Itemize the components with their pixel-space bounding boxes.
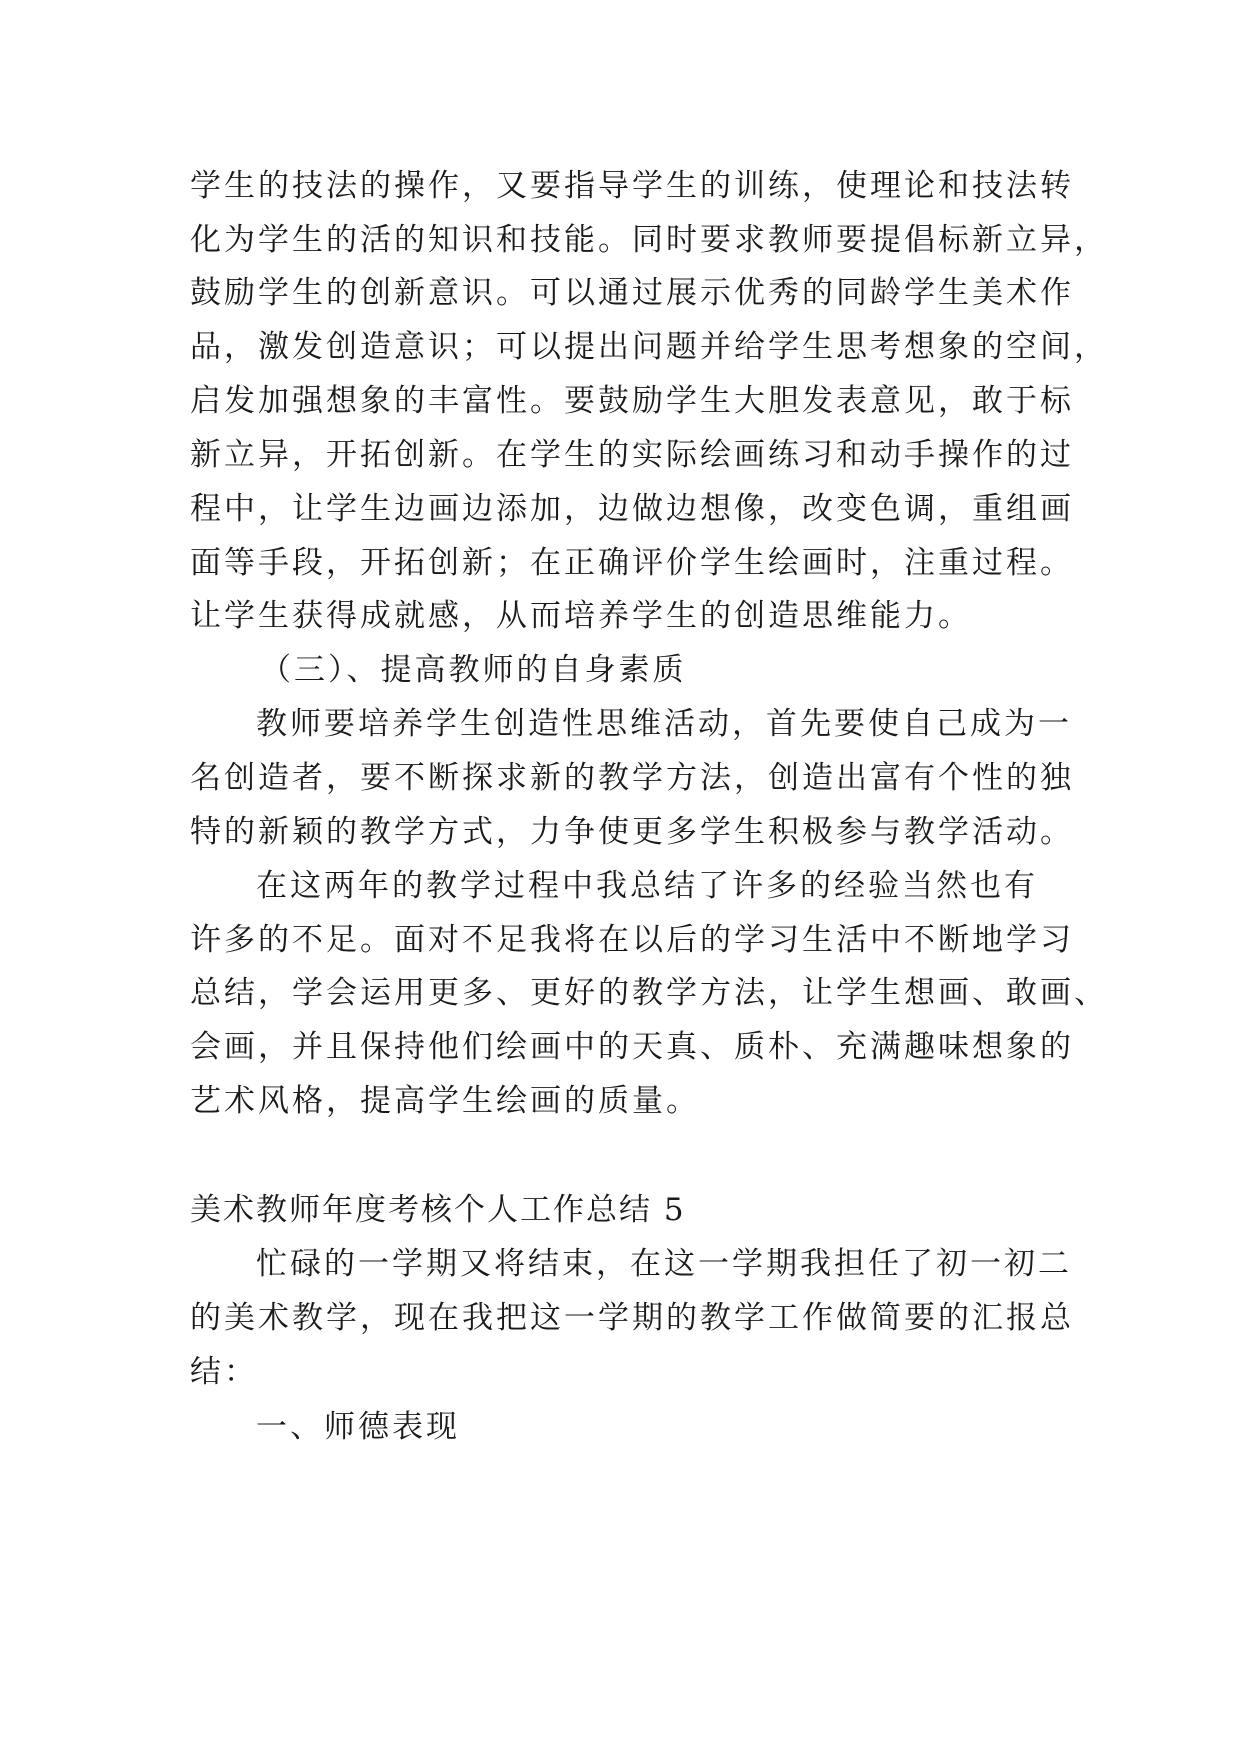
body-line: 许多的不足。面对不足我将在以后的学习生活中不断地学习: [190, 922, 1074, 958]
body-line: 总结，学会运用更多、更好的教学方法，让学生想画、敢画、: [190, 975, 1108, 1011]
body-line: 新立异，开拓创新。在学生的实际绘画练习和动手操作的过: [190, 437, 1074, 473]
body-line: 化为学生的活的知识和技能。同时要求教师要提倡标新立异，: [190, 222, 1108, 258]
body-line: 在这两年的教学过程中我总结了许多的经验当然也有: [256, 868, 1038, 904]
body-line: 程中，让学生边画边添加，边做边想像，改变色调，重组画: [190, 491, 1074, 527]
body-line: 品，激发创造意识；可以提出问题并给学生思考想象的空间，: [190, 329, 1108, 365]
body-line: 鼓励学生的创新意识。可以通过展示优秀的同龄学生美术作: [190, 275, 1074, 311]
document-title: 美术教师年度考核个人工作总结 5: [190, 1192, 686, 1228]
body-line: 结：: [190, 1354, 258, 1390]
body-line: 面等手段，开拓创新；在正确评价学生绘画时，注重过程。: [190, 545, 1074, 581]
body-line: 名创造者，要不断探求新的教学方法，创造出富有个性的独: [190, 760, 1074, 796]
section-heading: （三）、提高教师的自身素质: [260, 652, 687, 688]
body-line: 启发加强想象的丰富性。要鼓励学生大胆发表意见，敢于标: [190, 383, 1074, 419]
body-line: 会画，并且保持他们绘画中的天真、质朴、充满趣味想象的: [190, 1029, 1074, 1065]
body-line: 学生的技法的操作，又要指导学生的训练，使理论和技法转: [190, 168, 1074, 204]
body-line: 让学生获得成就感，从而培养学生的创造思维能力。: [190, 598, 972, 634]
body-line: 艺术风格，提高学生绘画的质量。: [190, 1083, 700, 1119]
body-line: 教师要培养学生创造性思维活动，首先要使自己成为一: [256, 706, 1072, 742]
body-line: 忙碌的一学期又将结束，在这一学期我担任了初一初二: [256, 1246, 1072, 1282]
body-line: 特的新颖的教学方式，力争使更多学生积极参与教学活动。: [190, 814, 1074, 850]
body-line: 的美术教学，现在我把这一学期的教学工作做简要的汇报总: [190, 1300, 1074, 1336]
section-heading: 一、师德表现: [256, 1409, 460, 1445]
